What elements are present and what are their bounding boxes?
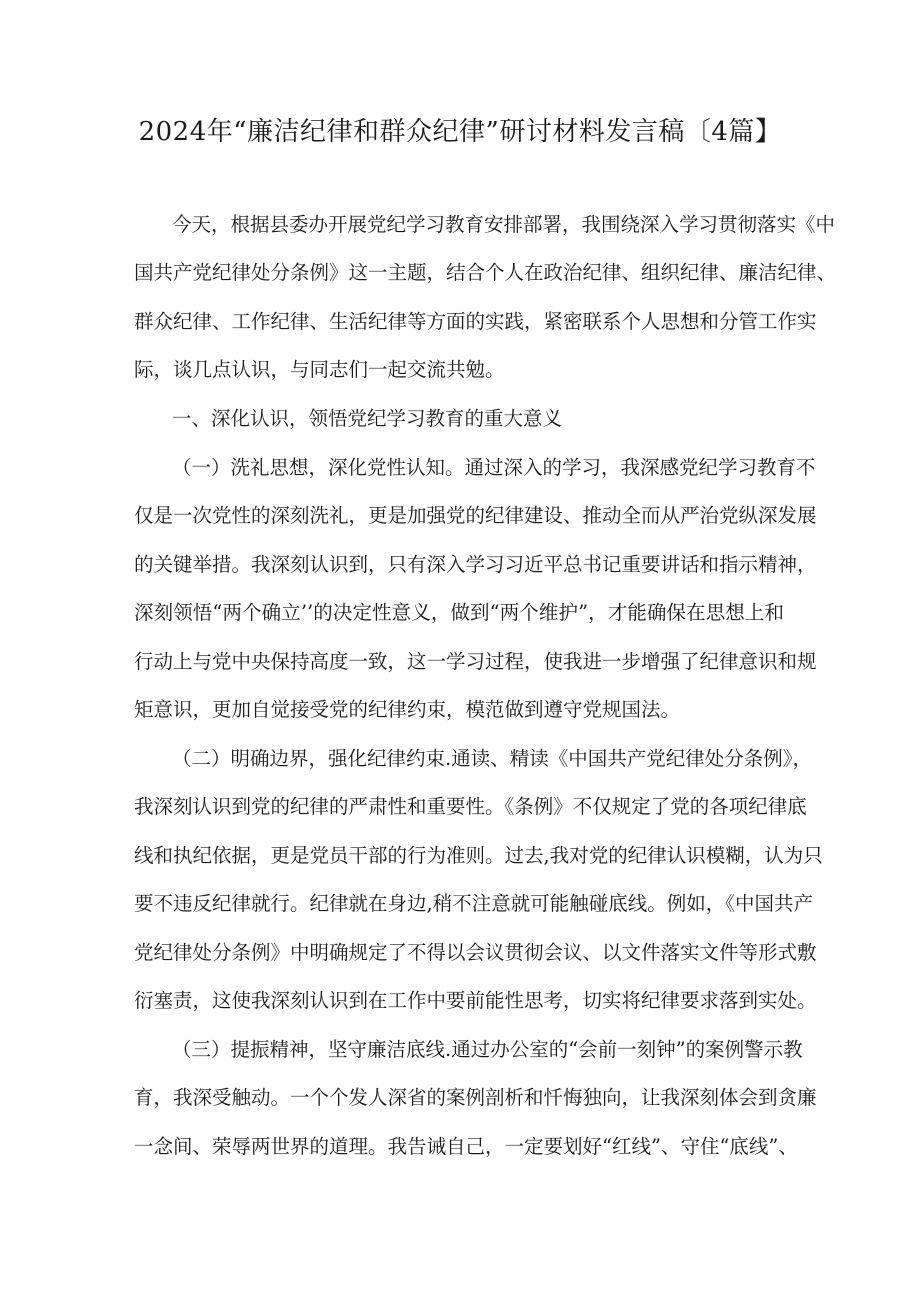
paragraph-line: （三）提振精神，坚守廉洁底线.通过办公室的“会前一刻钟”的案例警示教 [172,1038,803,1061]
paragraph-line: 际，谈几点认识，与同志们一起交流共勉。 [134,358,505,381]
paragraph-line: （一）洗礼思想，深化党性认知。通过深入的学习，我深感党纪学习教育不 [172,456,816,479]
paragraph-line: 行动上与党中央保持高度一致，这一学习过程，使我进一步增强了纪律意识和规 [134,650,817,673]
paragraph-line: 群众纪律、工作纪律、生活纪律等方面的实践，紧密联系个人思想和分管工作实 [134,310,817,333]
paragraph-line: 育，我深受触动。一个个发人深省的案例剖析和忏悔独向，让我深刻体会到贪廉 [134,1086,817,1109]
paragraph-line: 国共产党纪律处分条例》这一主题，结合个人在政治纪律、组织纪律、廉洁纪律、 [134,261,837,284]
section-heading-text: 一、深化认识，领悟党纪学习教育的重大意义 [172,407,563,430]
paragraph-line: 要不违反纪律就行。纪律就在身边,稍不注意就可能触碰底线。例如，《中国共产 [134,892,813,915]
paragraph-line: 仅是一次党性的深刻洗礼，更是加强党的纪律建设、推动全而从严治党纵深发展 [134,504,817,527]
paragraph-line: 我深刻认识到党的纪律的严肃性和重要性。《条例》不仅规定了党的各项纪律底 [134,795,807,818]
paragraph-line: 深刻领悟“两个确立’’的决定性意义，做到“两个维护”，才能确保在思想上和 [134,601,784,624]
paragraph-line: 线和执纪依据，更是党员干部的行为准则。过去,我对党的纪律认识模糊，认为只 [134,844,823,867]
paragraph-line: 一念间、荣辱两世界的道理。我告诫自己，一定要划好“红线”、守住“底线”、 [134,1135,798,1158]
document-title: 2024年“廉洁纪律和群众纪律”研讨材料发言稿〔4篇】 [138,117,782,147]
paragraph-line: 今天，根据县委办开展党纪学习教育安排部署，我围绕深入学习贯彻落实《中 [172,213,836,236]
paragraph-line: 的关键举措。我深刻认识到，只有深入学习习近平总书记重要讲话和指示精神， [134,553,817,576]
paragraph-line: （二）明确边界，强化纪律约束.通读、精读《中国共产党纪律处分条例》， [172,747,812,770]
paragraph-line: 矩意识，更加自觉接受党的纪律约束，模范做到遵守党规国法。 [134,698,681,721]
paragraph-line: 衍塞责，这使我深刻认识到在工作中要前能性思考，切实将纪律要求落到实处。 [134,989,817,1012]
paragraph-line: 党纪律处分条例》中明确规定了不得以会议贯彻会议、以文件落实文件等形式敷 [134,941,817,964]
